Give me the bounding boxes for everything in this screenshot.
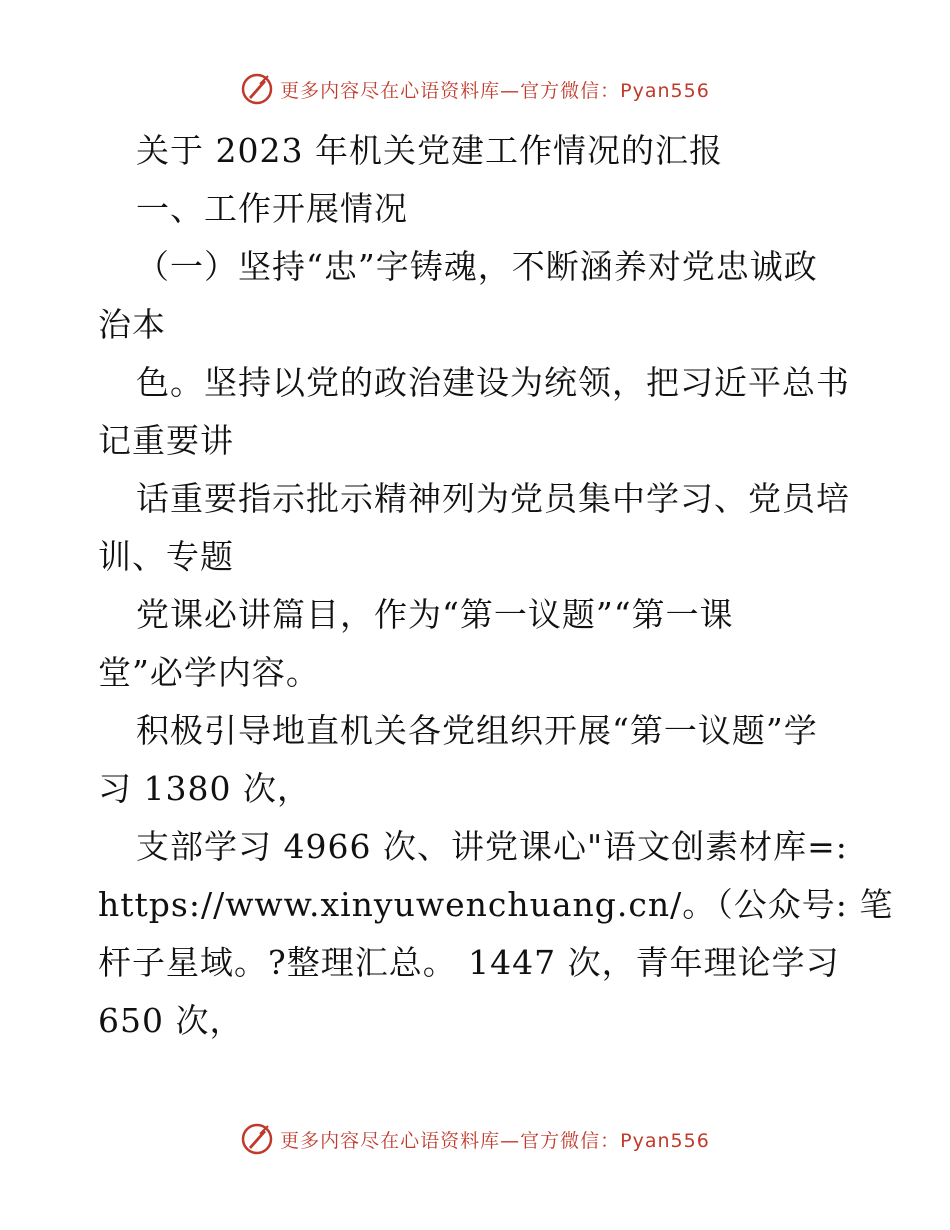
section-heading: 一、工作开展情况 <box>136 189 408 228</box>
text-line: 治本 <box>98 305 166 344</box>
text-line: 训、专题 <box>98 537 234 576</box>
text-line: 650 次， <box>98 1001 244 1040</box>
watermark-text: 更多内容尽在心语资料库—官方微信：Pyan556 <box>280 79 710 102</box>
text-line: 色。坚持以党的政治建设为统领，把习近平总书 <box>136 363 850 402</box>
watermark-text: 更多内容尽在心语资料库—官方微信：Pyan556 <box>280 1129 710 1152</box>
subsection-heading: （一）坚持“忠”字铸魂，不断涵养对党忠诚政 <box>136 247 818 286</box>
text-line: 党课必讲篇目，作为“第一议题”“第一课 <box>136 595 734 634</box>
text-line: 话重要指示批示精神列为党员集中学习、党员培 <box>136 479 850 518</box>
quill-pen-logo-icon <box>240 1122 274 1156</box>
text-line: 堂”必学内容。 <box>98 653 320 692</box>
quill-pen-logo-icon <box>240 72 274 106</box>
text-line: 杆子星域。?整理汇总。 1447 次，青年理论学习 <box>98 943 840 982</box>
document-title: 关于 2023 年机关党建工作情况的汇报 <box>136 131 723 170</box>
text-line: https://www.xinyuwenchuang.cn/。（公众号: 笔 <box>98 885 894 924</box>
text-line: 积极引导地直机关各党组织开展“第一议题”学 <box>136 711 818 750</box>
footer-watermark <box>0 1122 950 1156</box>
header-watermark <box>0 72 950 106</box>
text-line: 习 1380 次， <box>98 769 311 808</box>
text-line: 记重要讲 <box>98 421 234 460</box>
text-line: 支部学习 4966 次、讲党课心"语文创素材库=: <box>136 827 848 866</box>
document-body <box>98 122 894 1050</box>
